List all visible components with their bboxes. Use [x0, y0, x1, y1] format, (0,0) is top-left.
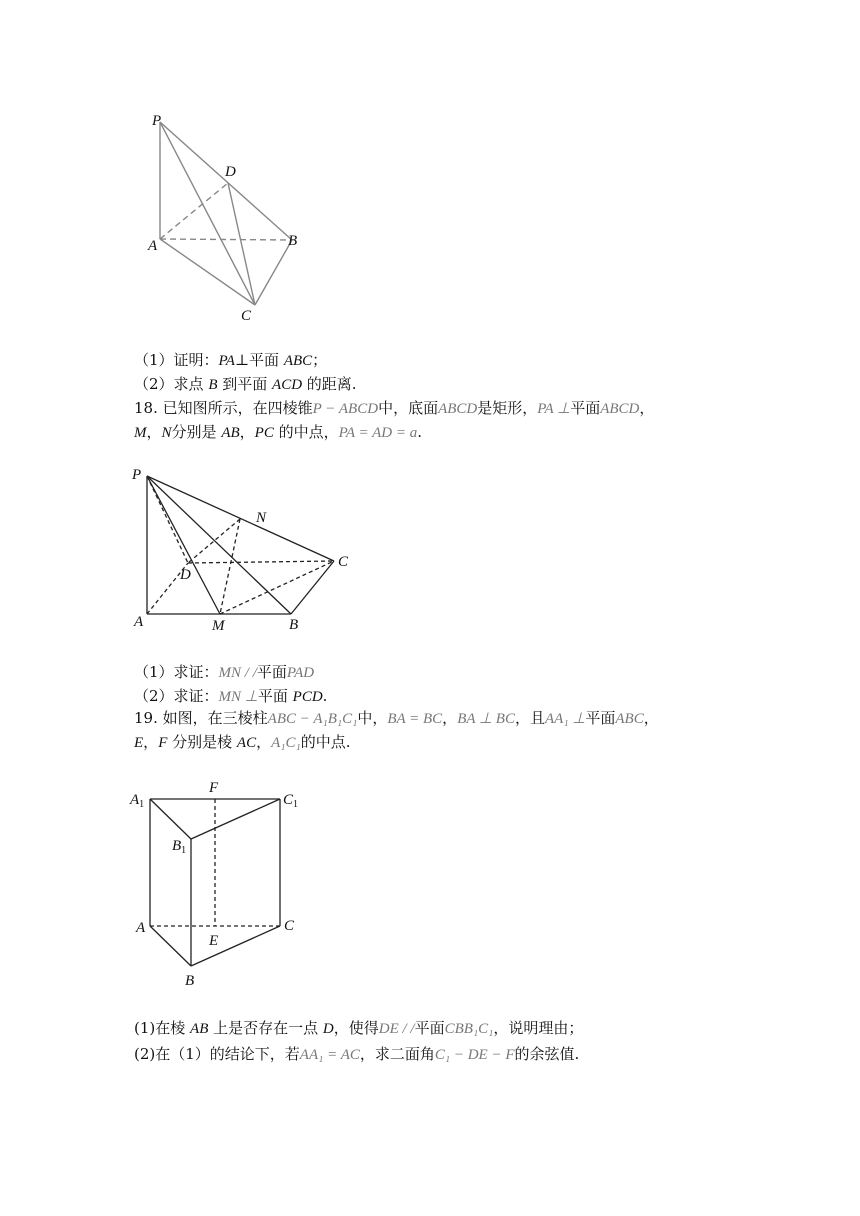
- label-f: F: [209, 780, 219, 796]
- q17-part2: （2）求点 B 到平面 ACD 的距离.: [134, 375, 357, 393]
- label-c: C: [241, 308, 252, 324]
- label-b: B: [185, 973, 195, 989]
- label-n: N: [256, 510, 267, 526]
- label-a: A: [134, 614, 144, 630]
- label-p: P: [152, 113, 162, 129]
- label-c1: $C_1$: [283, 792, 299, 810]
- q19-line1: 19. 如图，在三棱柱ABC − A₁B₁C₁中，BA = BC，BA ⊥ BC，且AA₁ ⊥平面ABC，: [134, 709, 659, 727]
- figure-pyramid: [128, 462, 358, 637]
- label-d: D: [225, 164, 236, 180]
- label-c: C: [338, 554, 349, 570]
- label-a1: $A_1$: [130, 792, 145, 810]
- q18-part2: （2）求证：MN ⊥平面 PCD.: [134, 687, 328, 705]
- q17-part1: （1）证明：PA⊥平面 ABC；: [134, 351, 328, 369]
- label-b1: $B_1$: [172, 838, 187, 856]
- figure-tetrahedron: [140, 108, 320, 328]
- q19-line2: E，F 分别是棱 AC，A₁C₁的中点.: [134, 733, 351, 751]
- figure-prism: [128, 775, 318, 990]
- q19-part1: (1)在棱 AB 上是否存在一点 D，使得DE / /平面CBB₁C₁，说明理由；: [134, 1019, 584, 1037]
- label-b: B: [288, 233, 298, 249]
- label-d: D: [180, 567, 191, 583]
- label-e: E: [209, 933, 219, 949]
- label-b: B: [289, 617, 299, 633]
- q19-part2: (2)在（1）的结论下，若AA₁ = AC，求二面角C₁ − DE − F的余弦值.: [134, 1045, 580, 1063]
- q18-part1: （1）求证：MN / /平面PAD: [134, 663, 315, 681]
- label-a: A: [148, 238, 158, 254]
- label-a: A: [136, 920, 146, 936]
- q18-line1: 18. 已知图所示，在四棱锥P − ABCD中，底面ABCD是矩形，PA ⊥平面ABCD，: [134, 399, 655, 417]
- label-p: P: [132, 467, 142, 483]
- label-m: M: [212, 618, 225, 634]
- label-c: C: [284, 918, 295, 934]
- q18-line2: M，N分别是 AB，PC 的中点，PA = AD = a.: [134, 423, 422, 441]
